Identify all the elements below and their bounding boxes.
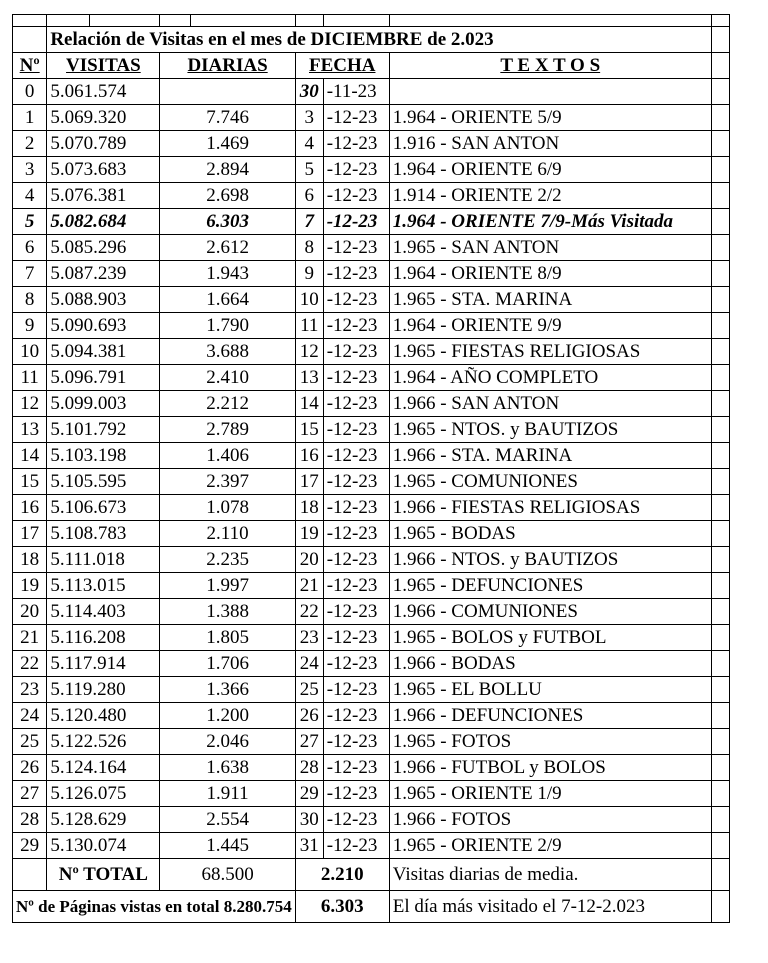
title-row [13, 27, 730, 53]
header-fecha: FECHA [295, 53, 389, 79]
table-row [13, 521, 730, 547]
row-mes: -12-23 [323, 105, 389, 131]
table-row [13, 183, 730, 209]
row-diarias: 1.388 [160, 599, 295, 625]
table-row [13, 755, 730, 781]
row-dia: 22 [295, 599, 323, 625]
row-texto: 1.964 - ORIENTE 8/9 [389, 261, 711, 287]
row-visitas: 5.130.074 [47, 833, 160, 859]
row-diarias: 3.688 [160, 339, 295, 365]
row-dia: 8 [295, 235, 323, 261]
row-diarias: 1.200 [160, 703, 295, 729]
pages-row [13, 891, 730, 923]
total-diarias: 68.500 [160, 859, 295, 891]
row-mes: -12-23 [323, 261, 389, 287]
row-visitas: 5.087.239 [47, 261, 160, 287]
row-dia: 18 [295, 495, 323, 521]
row-mes: -12-23 [323, 391, 389, 417]
row-mes: -12-23 [323, 287, 389, 313]
visits-table [12, 14, 730, 923]
row-dia: 30 [295, 79, 323, 105]
row-texto: 1.966 - FIESTAS RELIGIOSAS [389, 495, 711, 521]
row-visitas: 5.076.381 [47, 183, 160, 209]
row-visitas: 5.070.789 [47, 131, 160, 157]
row-diarias: 2.698 [160, 183, 295, 209]
table-row [13, 79, 730, 105]
row-diarias: 1.805 [160, 625, 295, 651]
row-diarias: 2.894 [160, 157, 295, 183]
row-dia: 10 [295, 287, 323, 313]
table-row [13, 703, 730, 729]
row-dia: 24 [295, 651, 323, 677]
max-text: El día más visitado el 7-12-2.023 [389, 891, 711, 923]
row-diarias: 1.706 [160, 651, 295, 677]
row-diarias: 1.790 [160, 313, 295, 339]
row-number: 25 [13, 729, 47, 755]
row-diarias: 2.235 [160, 547, 295, 573]
row-texto: 1.964 - AÑO COMPLETO [389, 365, 711, 391]
row-texto: 1.966 - NTOS. y BAUTIZOS [389, 547, 711, 573]
row-diarias: 7.746 [160, 105, 295, 131]
row-diarias: 2.110 [160, 521, 295, 547]
row-dia: 21 [295, 573, 323, 599]
row-visitas: 5.103.198 [47, 443, 160, 469]
row-spacer [711, 339, 729, 365]
table-row [13, 781, 730, 807]
row-number: 17 [13, 521, 47, 547]
row-number: 0 [13, 79, 47, 105]
row-diarias: 1.638 [160, 755, 295, 781]
visits-sheet [12, 14, 730, 923]
table-row [13, 651, 730, 677]
row-mes: -12-23 [323, 677, 389, 703]
row-number: 9 [13, 313, 47, 339]
blank-row [13, 15, 730, 27]
row-spacer [711, 573, 729, 599]
row-diarias: 2.397 [160, 469, 295, 495]
row-dia: 9 [295, 261, 323, 287]
table-row [13, 287, 730, 313]
row-number: 20 [13, 599, 47, 625]
row-texto: 1.965 - DEFUNCIONES [389, 573, 711, 599]
row-mes: -12-23 [323, 651, 389, 677]
header-visitas: VISITAS [47, 53, 160, 79]
row-mes: -12-23 [323, 625, 389, 651]
row-spacer [711, 521, 729, 547]
row-dia: 20 [295, 547, 323, 573]
row-spacer [711, 209, 729, 235]
row-dia: 26 [295, 703, 323, 729]
row-texto: 1.965 - ORIENTE 2/9 [389, 833, 711, 859]
row-visitas: 5.119.280 [47, 677, 160, 703]
row-mes: -12-23 [323, 729, 389, 755]
row-visitas: 5.096.791 [47, 365, 160, 391]
row-mes: -12-23 [323, 417, 389, 443]
row-mes: -12-23 [323, 339, 389, 365]
row-diarias: 1.943 [160, 261, 295, 287]
row-number: 27 [13, 781, 47, 807]
row-diarias: 1.078 [160, 495, 295, 521]
row-spacer [711, 183, 729, 209]
row-spacer [711, 547, 729, 573]
row-texto: 1.965 - BODAS [389, 521, 711, 547]
table-row [13, 807, 730, 833]
row-visitas: 5.122.526 [47, 729, 160, 755]
table-row [13, 573, 730, 599]
table-row [13, 833, 730, 859]
row-dia: 14 [295, 391, 323, 417]
row-visitas: 5.082.684 [47, 209, 160, 235]
row-spacer [711, 625, 729, 651]
row-mes: -12-23 [323, 521, 389, 547]
row-number: 4 [13, 183, 47, 209]
row-visitas: 5.128.629 [47, 807, 160, 833]
row-number: 10 [13, 339, 47, 365]
row-visitas: 5.069.320 [47, 105, 160, 131]
row-dia: 25 [295, 677, 323, 703]
row-dia: 28 [295, 755, 323, 781]
row-dia: 19 [295, 521, 323, 547]
row-dia: 31 [295, 833, 323, 859]
row-visitas: 5.094.381 [47, 339, 160, 365]
row-number: 3 [13, 157, 47, 183]
row-number: 26 [13, 755, 47, 781]
row-diarias: 1.445 [160, 833, 295, 859]
row-visitas: 5.126.075 [47, 781, 160, 807]
row-mes: -12-23 [323, 235, 389, 261]
row-number: 7 [13, 261, 47, 287]
table-row [13, 235, 730, 261]
row-diarias: 2.612 [160, 235, 295, 261]
row-texto: 1.966 - FUTBOL y BOLOS [389, 755, 711, 781]
row-dia: 16 [295, 443, 323, 469]
table-row [13, 339, 730, 365]
table-row [13, 443, 730, 469]
table-row [13, 131, 730, 157]
row-spacer [711, 79, 729, 105]
total-row [13, 859, 730, 891]
row-spacer [711, 365, 729, 391]
row-spacer [711, 781, 729, 807]
row-visitas: 5.090.693 [47, 313, 160, 339]
row-mes: -12-23 [323, 469, 389, 495]
row-number: 24 [13, 703, 47, 729]
row-number: 29 [13, 833, 47, 859]
row-number: 8 [13, 287, 47, 313]
row-spacer [711, 469, 729, 495]
row-number: 22 [13, 651, 47, 677]
row-mes: -12-23 [323, 703, 389, 729]
table-row [13, 157, 730, 183]
row-texto: 1.966 - BODAS [389, 651, 711, 677]
row-spacer [711, 235, 729, 261]
row-spacer [711, 599, 729, 625]
row-number: 21 [13, 625, 47, 651]
row-mes: -12-23 [323, 365, 389, 391]
row-visitas: 5.108.783 [47, 521, 160, 547]
row-texto: 1.916 - SAN ANTON [389, 131, 711, 157]
row-diarias: 1.469 [160, 131, 295, 157]
row-spacer [711, 105, 729, 131]
row-texto: 1.965 - FIESTAS RELIGIOSAS [389, 339, 711, 365]
row-diarias [160, 79, 295, 105]
table-row [13, 469, 730, 495]
row-number: 14 [13, 443, 47, 469]
row-diarias: 2.789 [160, 417, 295, 443]
row-dia: 7 [295, 209, 323, 235]
row-texto: 1.966 - STA. MARINA [389, 443, 711, 469]
header-row [13, 53, 730, 79]
row-visitas: 5.120.480 [47, 703, 160, 729]
row-mes: -12-23 [323, 781, 389, 807]
row-mes: -12-23 [323, 573, 389, 599]
row-diarias: 2.046 [160, 729, 295, 755]
row-diarias: 1.664 [160, 287, 295, 313]
row-texto: 1.965 - BOLOS y FUTBOL [389, 625, 711, 651]
row-dia: 11 [295, 313, 323, 339]
row-visitas: 5.101.792 [47, 417, 160, 443]
table-row [13, 729, 730, 755]
row-spacer [711, 391, 729, 417]
row-visitas: 5.061.574 [47, 79, 160, 105]
row-diarias: 1.997 [160, 573, 295, 599]
table-row [13, 391, 730, 417]
row-spacer [711, 261, 729, 287]
row-spacer [711, 157, 729, 183]
row-texto: 1.965 - STA. MARINA [389, 287, 711, 313]
table-row [13, 599, 730, 625]
row-dia: 30 [295, 807, 323, 833]
row-number: 2 [13, 131, 47, 157]
row-number: 15 [13, 469, 47, 495]
sheet-title: Relación de Visitas en el mes de DICIEMBRE de 2.023 [47, 27, 711, 53]
row-number: 5 [13, 209, 47, 235]
row-dia: 23 [295, 625, 323, 651]
row-diarias: 1.406 [160, 443, 295, 469]
row-texto: 1.965 - FOTOS [389, 729, 711, 755]
row-number: 11 [13, 365, 47, 391]
row-mes: -12-23 [323, 547, 389, 573]
row-number: 13 [13, 417, 47, 443]
row-texto: 1.965 - SAN ANTON [389, 235, 711, 261]
row-visitas: 5.085.296 [47, 235, 160, 261]
row-spacer [711, 443, 729, 469]
table-row [13, 677, 730, 703]
row-mes: -12-23 [323, 443, 389, 469]
row-number: 12 [13, 391, 47, 417]
row-mes: -12-23 [323, 833, 389, 859]
table-row [13, 365, 730, 391]
row-dia: 5 [295, 157, 323, 183]
row-dia: 27 [295, 729, 323, 755]
row-dia: 3 [295, 105, 323, 131]
row-texto: 1.964 - ORIENTE 5/9 [389, 105, 711, 131]
row-mes: -12-23 [323, 183, 389, 209]
max-value: 6.303 [295, 891, 389, 923]
row-number: 16 [13, 495, 47, 521]
row-spacer [711, 313, 729, 339]
row-dia: 12 [295, 339, 323, 365]
row-dia: 6 [295, 183, 323, 209]
row-visitas: 5.113.015 [47, 573, 160, 599]
row-dia: 17 [295, 469, 323, 495]
table-row [13, 625, 730, 651]
row-diarias: 2.554 [160, 807, 295, 833]
row-visitas: 5.099.003 [47, 391, 160, 417]
row-texto: 1.966 - FOTOS [389, 807, 711, 833]
row-spacer [711, 651, 729, 677]
row-number: 18 [13, 547, 47, 573]
row-visitas: 5.114.403 [47, 599, 160, 625]
row-spacer [711, 287, 729, 313]
header-textos: T E X T O S [389, 53, 711, 79]
pages-total: Nº de Páginas vistas en total 8.280.754 [13, 891, 296, 923]
row-mes: -12-23 [323, 157, 389, 183]
row-dia: 4 [295, 131, 323, 157]
row-dia: 15 [295, 417, 323, 443]
media-value: 2.210 [295, 859, 389, 891]
header-num: Nº [13, 53, 47, 79]
row-diarias: 1.366 [160, 677, 295, 703]
row-diarias: 2.410 [160, 365, 295, 391]
row-texto: 1.965 - ORIENTE 1/9 [389, 781, 711, 807]
row-diarias: 1.911 [160, 781, 295, 807]
row-mes: -12-23 [323, 313, 389, 339]
row-texto: 1.965 - COMUNIONES [389, 469, 711, 495]
row-texto: 1.966 - SAN ANTON [389, 391, 711, 417]
row-texto: 1.965 - NTOS. y BAUTIZOS [389, 417, 711, 443]
row-visitas: 5.124.164 [47, 755, 160, 781]
row-spacer [711, 833, 729, 859]
row-visitas: 5.073.683 [47, 157, 160, 183]
row-mes: -12-23 [323, 755, 389, 781]
row-spacer [711, 495, 729, 521]
row-mes: -11-23 [323, 79, 389, 105]
row-spacer [711, 677, 729, 703]
table-row [13, 547, 730, 573]
row-number: 23 [13, 677, 47, 703]
row-mes: -12-23 [323, 495, 389, 521]
header-diarias: DIARIAS [160, 53, 295, 79]
table-row [13, 417, 730, 443]
row-mes: -12-23 [323, 209, 389, 235]
row-spacer [711, 807, 729, 833]
row-visitas: 5.111.018 [47, 547, 160, 573]
row-number: 6 [13, 235, 47, 261]
row-texto: 1.964 - ORIENTE 6/9 [389, 157, 711, 183]
row-visitas: 5.088.903 [47, 287, 160, 313]
row-texto: 1.966 - COMUNIONES [389, 599, 711, 625]
row-texto: 1.965 - EL BOLLU [389, 677, 711, 703]
row-spacer [711, 755, 729, 781]
table-row [13, 495, 730, 521]
row-texto [389, 79, 711, 105]
row-texto: 1.964 - ORIENTE 7/9-Más Visitada [389, 209, 711, 235]
row-number: 1 [13, 105, 47, 131]
row-texto: 1.914 - ORIENTE 2/2 [389, 183, 711, 209]
row-diarias: 6.303 [160, 209, 295, 235]
table-row [13, 105, 730, 131]
row-mes: -12-23 [323, 131, 389, 157]
row-spacer [711, 131, 729, 157]
row-spacer [711, 703, 729, 729]
row-visitas: 5.106.673 [47, 495, 160, 521]
row-visitas: 5.117.914 [47, 651, 160, 677]
row-spacer [711, 729, 729, 755]
row-visitas: 5.116.208 [47, 625, 160, 651]
row-number: 19 [13, 573, 47, 599]
row-texto: 1.966 - DEFUNCIONES [389, 703, 711, 729]
row-mes: -12-23 [323, 807, 389, 833]
row-diarias: 2.212 [160, 391, 295, 417]
table-row [13, 261, 730, 287]
row-texto: 1.964 - ORIENTE 9/9 [389, 313, 711, 339]
row-dia: 13 [295, 365, 323, 391]
table-row [13, 313, 730, 339]
row-mes: -12-23 [323, 599, 389, 625]
row-visitas: 5.105.595 [47, 469, 160, 495]
table-row [13, 209, 730, 235]
total-label: Nº TOTAL [47, 859, 160, 891]
row-number: 28 [13, 807, 47, 833]
row-dia: 29 [295, 781, 323, 807]
row-spacer [711, 417, 729, 443]
media-text: Visitas diarias de media. [389, 859, 711, 891]
